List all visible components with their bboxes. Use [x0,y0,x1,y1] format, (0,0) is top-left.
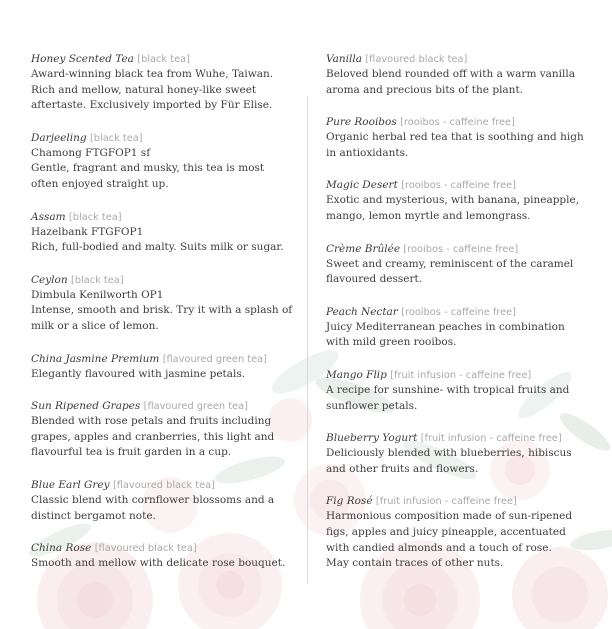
tea-description-line: often enjoyed straight up. [31,177,169,190]
tea-category: [black tea] [70,274,124,286]
tea-category: [flavoured black tea] [94,543,197,555]
menu-item-blueberry-yogurt [326,431,588,477]
tea-category: [fruit infusion - caffeine free] [420,433,562,445]
tea-category: [rooibos - caffeine free] [403,243,519,255]
menu-item-blue-earl-grey [31,478,293,524]
tea-description-line: flavourful tea is fruit garden in a cup. [31,446,232,459]
tea-name: China Rose [31,542,92,555]
menu-item-honey-scented-tea [31,52,293,114]
tea-name: Ceylon [31,273,68,286]
tea-description-line: Organic herbal red tea that is soothing and high [326,131,584,144]
menu-item-china-jasmine-premium [31,352,293,383]
tea-name: China Jasmine Premium [31,352,160,365]
tea-category: [fruit infusion - caffeine free] [375,496,517,508]
menu-item-mango-flip [326,368,588,414]
menu-item-pure-rooibos [326,115,588,161]
menu-item-fig-rose [326,494,588,571]
tea-name: Blueberry Yogurt [326,432,418,445]
tea-description-line: Hazelbank FTGFOP1 [31,225,144,238]
tea-description-line: Exotic and mysterious, with banana, pineapple, [326,194,580,207]
tea-category: [black tea] [68,211,122,223]
tea-description-line: in antioxidants. [326,146,409,159]
tea-description-line: and other fruits and flowers. [326,462,479,475]
menu-item-darjeeling [31,131,293,193]
menu-item-peach-nectar [326,305,588,351]
tea-name: Magic Desert [326,179,398,192]
right-column [326,52,588,589]
tea-category: [flavoured black tea] [365,54,468,65]
menu-item-magic-desert [326,178,588,224]
tea-name: Peach Nectar [326,305,398,318]
tea-description-line: mango, lemon myrtle and lemongrass. [326,209,531,222]
tea-description-line: sunflower petals. [326,399,418,412]
tea-description-line: A recipe for sunshine- with tropical fruits and [326,383,570,396]
tea-name: Vanilla [326,53,362,65]
tea-category: [black tea] [89,132,143,144]
tea-description-line: Classic blend with cornflower blossoms and a [31,493,275,506]
menu-item-assam [31,210,293,256]
tea-description-line: with candied almonds and a touch of rose. [326,541,552,554]
tea-description-line: Award-winning black tea from Wuhe, Taiwan. [31,68,274,80]
tea-description-line: grapes, apples and cranberries, this light and [31,430,275,443]
menu-item-china-rose [31,541,293,572]
tea-description-line: Sweet and creamy, reminiscent of the caramel [326,257,574,270]
tea-category: [black tea] [137,54,190,65]
tea-name: Pure Rooibos [326,116,397,129]
tea-name: Blue Earl Grey [31,478,110,491]
tea-category: [fruit infusion - caffeine free] [390,369,532,381]
tea-name: Mango Flip [326,368,387,381]
tea-description-line: Harmonious composition made of sun-ripened [326,510,573,523]
tea-description-line: Gentle, fragrant and musky, this tea is most [31,162,265,175]
tea-category: [flavoured green tea] [143,401,248,413]
tea-category: [flavoured black tea] [112,479,215,491]
tea-description-line: Blended with rose petals and fruits including [31,415,272,428]
tea-description-line: Dimbula Kenilworth OP1 [31,288,164,301]
menu-item-sun-ripened-grapes [31,399,293,461]
tea-description-line: May contain traces of other nuts. [326,557,504,570]
column-divider [307,96,308,584]
tea-description-line: Chamong FTGFOP1 sf [31,146,151,159]
left-column [31,52,293,589]
tea-name: Honey Scented Tea [31,53,134,65]
tea-name: Crème Brûlée [326,242,401,255]
tea-description-line: flavoured dessert. [326,273,423,286]
tea-description-line: distinct bergamot note. [31,509,156,522]
tea-description-line: Elegantly flavoured with jasmine petals. [31,367,246,380]
tea-description-line: aftertaste. Exclusively imported by Für Elise. [31,99,273,112]
tea-description-line: milk or a slice of lemon. [31,319,159,332]
tea-description-line: Beloved blend rounded off with a warm vanilla [326,68,576,80]
tea-description-line: Rich, full-bodied and malty. Suits milk or sugar. [31,241,284,254]
tea-category: [rooibos - caffeine free] [400,117,515,129]
tea-description-line: Juicy Mediterranean peaches in combination [326,320,565,333]
tea-description-line: Rich and mellow, natural honey-like sweet [31,83,257,96]
tea-description-line: aroma and precious bits of the plant. [326,83,524,96]
tea-description-line: Smooth and mellow with delicate rose bouquet. [31,557,286,570]
menu-item-vanilla [326,52,588,98]
tea-name: Assam [31,210,66,223]
tea-description-line: figs, apples and juicy pineapple, accentuated [326,525,566,538]
tea-description-line: with mild green rooibos. [326,336,457,349]
menu-item-creme-brulee [326,242,588,288]
tea-category: [flavoured green tea] [162,353,267,365]
tea-description-line: Deliciously blended with blueberries, hibiscus [326,447,572,460]
tea-name: Darjeeling [31,131,87,144]
tea-name: Fig Rosé [326,495,373,508]
tea-name: Sun Ripened Grapes [31,400,141,413]
menu-item-ceylon [31,273,293,335]
tea-category: [rooibos - caffeine free] [401,306,516,318]
tea-category: [rooibos - caffeine free] [401,180,516,192]
tea-description-line: Intense, smooth and brisk. Try it with a splash of [31,304,293,317]
